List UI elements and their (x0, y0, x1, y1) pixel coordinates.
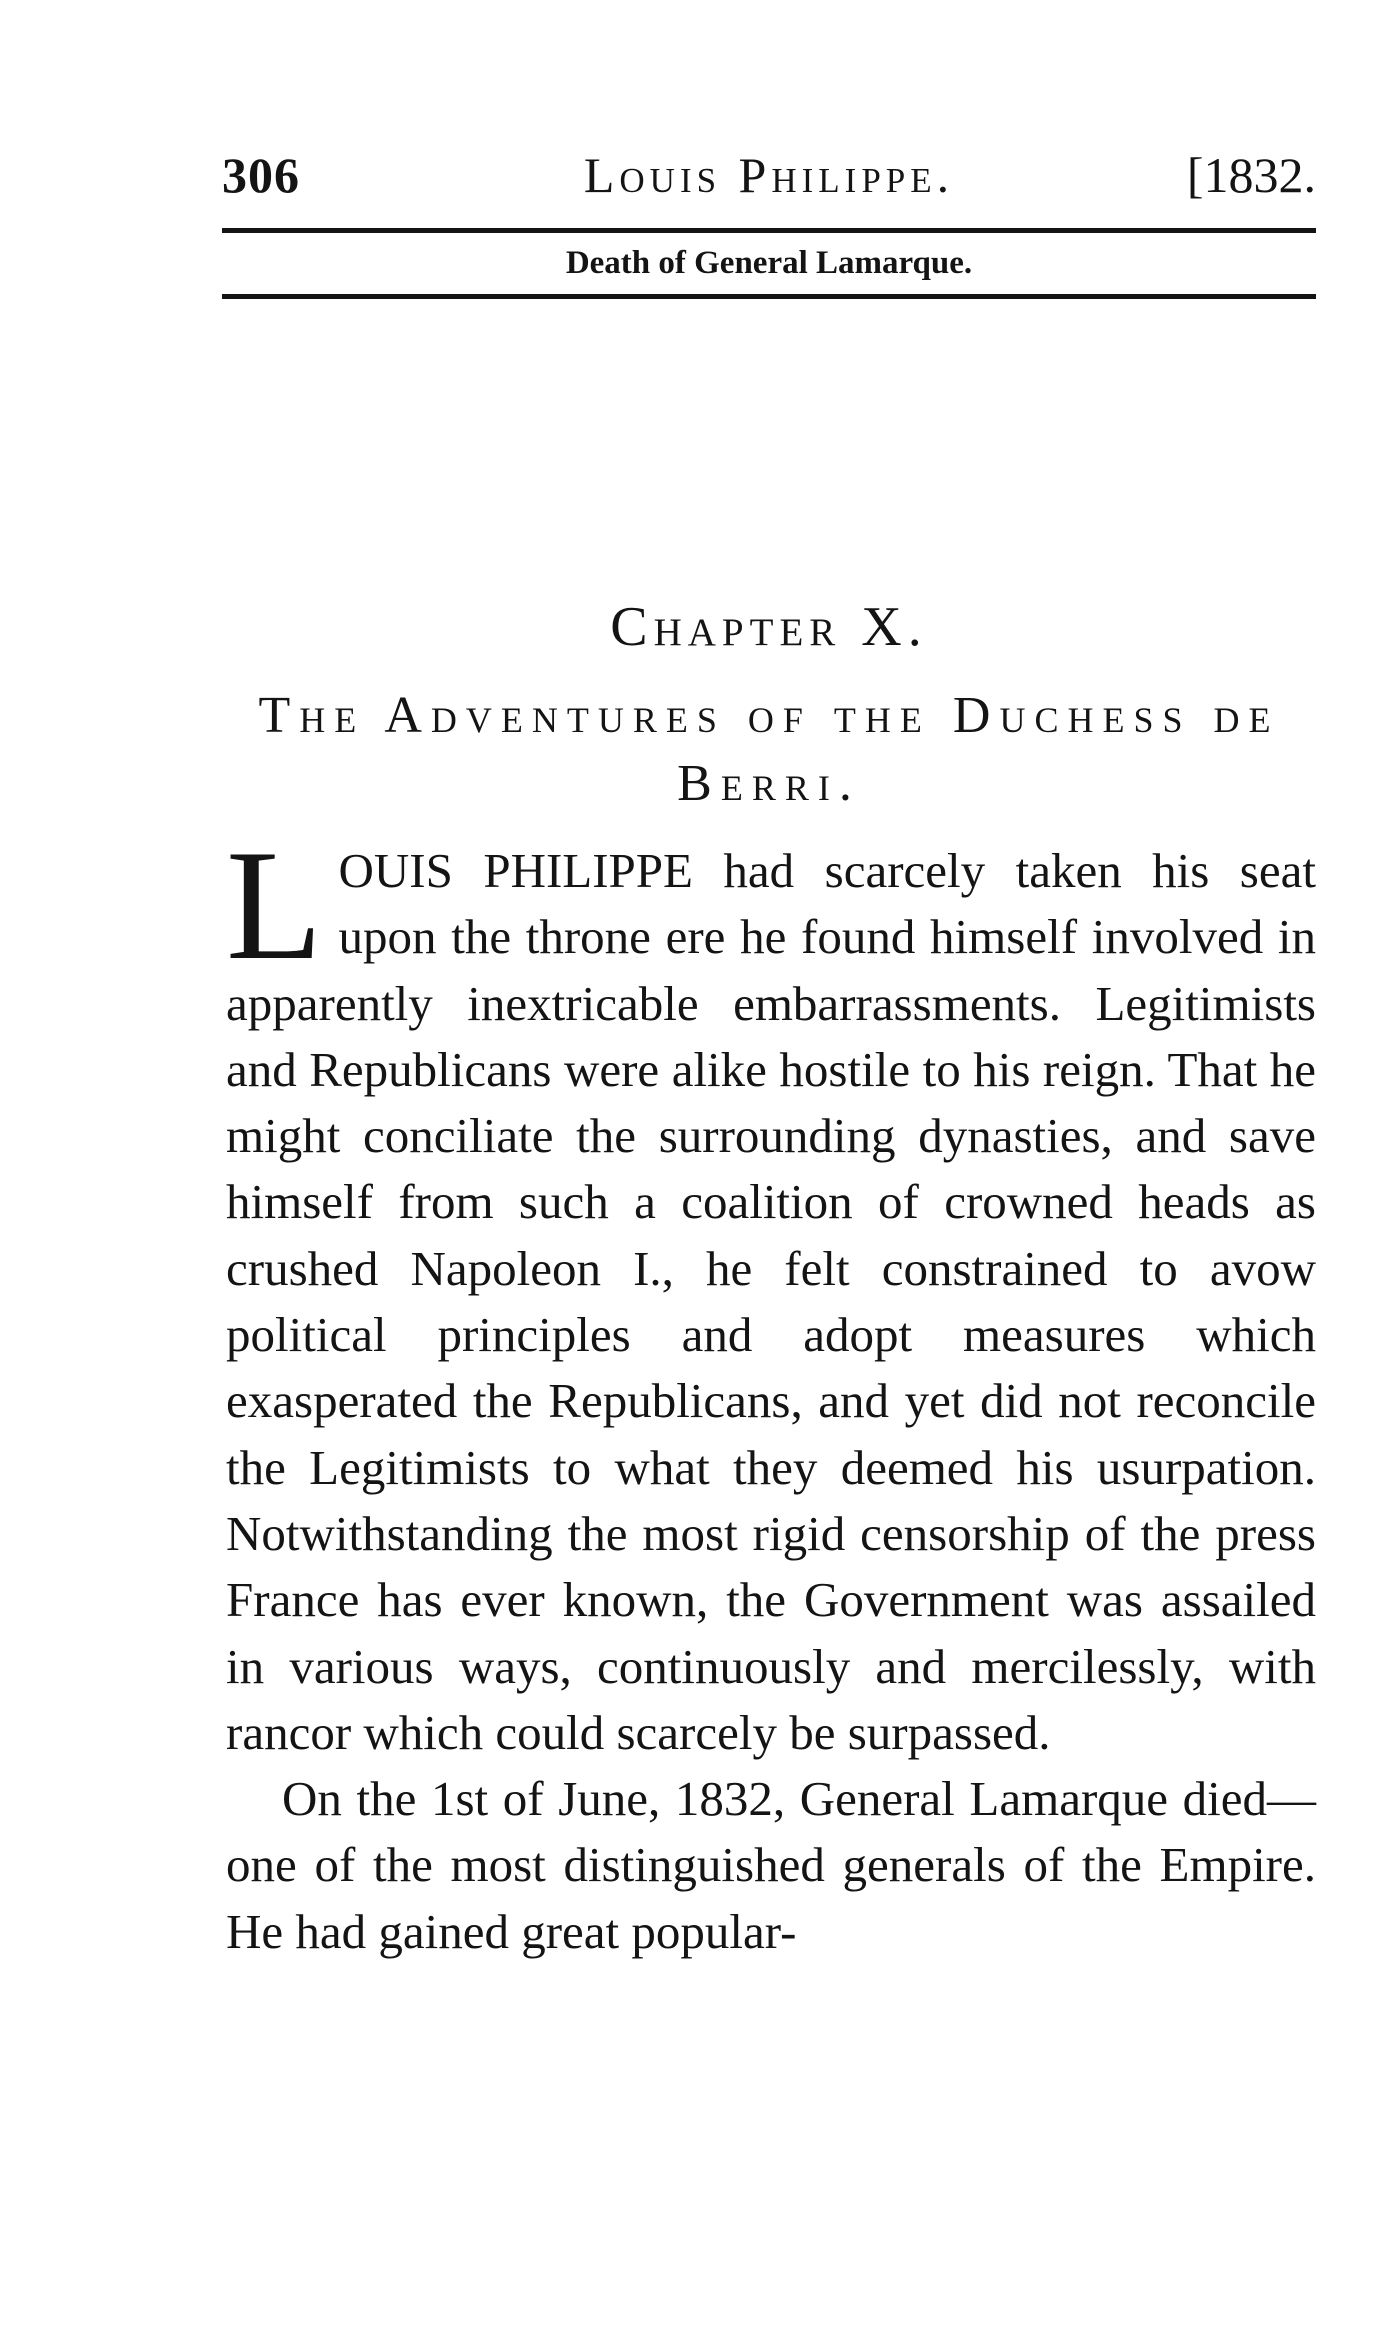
paragraph-2 (226, 1766, 1316, 1965)
header-rule-bottom (222, 294, 1316, 299)
paragraph-1-text: OUIS PHILIPPE had scarcely taken his seat upon the throne ere he found himself involved in apparently inextricable embarrassments. Legitimists and Republicans were alike hostile to his reign. That he might conciliate the surrounding dynasties, and save himself from such a coalition of crowned heads as crushed Napoleon I., he felt constrained to avow political principles and adopt measures which exasperated the Republicans, and yet did not reconcile the Legitimists to what they deemed his usurpation. Notwithstanding the most rigid censorship of the press France has ever known, the Government was assailed in various ways, continuously and mercilessly, with rancor which could scarcely be surpassed. (226, 843, 1316, 1760)
paragraph-2-text: On the 1st of June, 1832, General Lamarque died—one of the most distinguished generals of the Empire. He had gained great popular- (226, 1771, 1316, 1959)
body-text (226, 818, 1316, 1965)
header-rule-top (222, 228, 1316, 233)
running-year: [1832. (1186, 147, 1316, 203)
drop-cap: L (226, 818, 323, 993)
paragraph-1 (226, 818, 1316, 1766)
running-head (222, 140, 1316, 210)
chapter-title: The Adventures of the Duchess de Berri. (258, 687, 1280, 812)
page-number: 306 (222, 147, 300, 203)
running-title: Louis Philippe. (583, 147, 955, 203)
section-subhead: Death of General Lamarque. (565, 245, 973, 281)
chapter-number: Chapter X. (610, 596, 928, 658)
